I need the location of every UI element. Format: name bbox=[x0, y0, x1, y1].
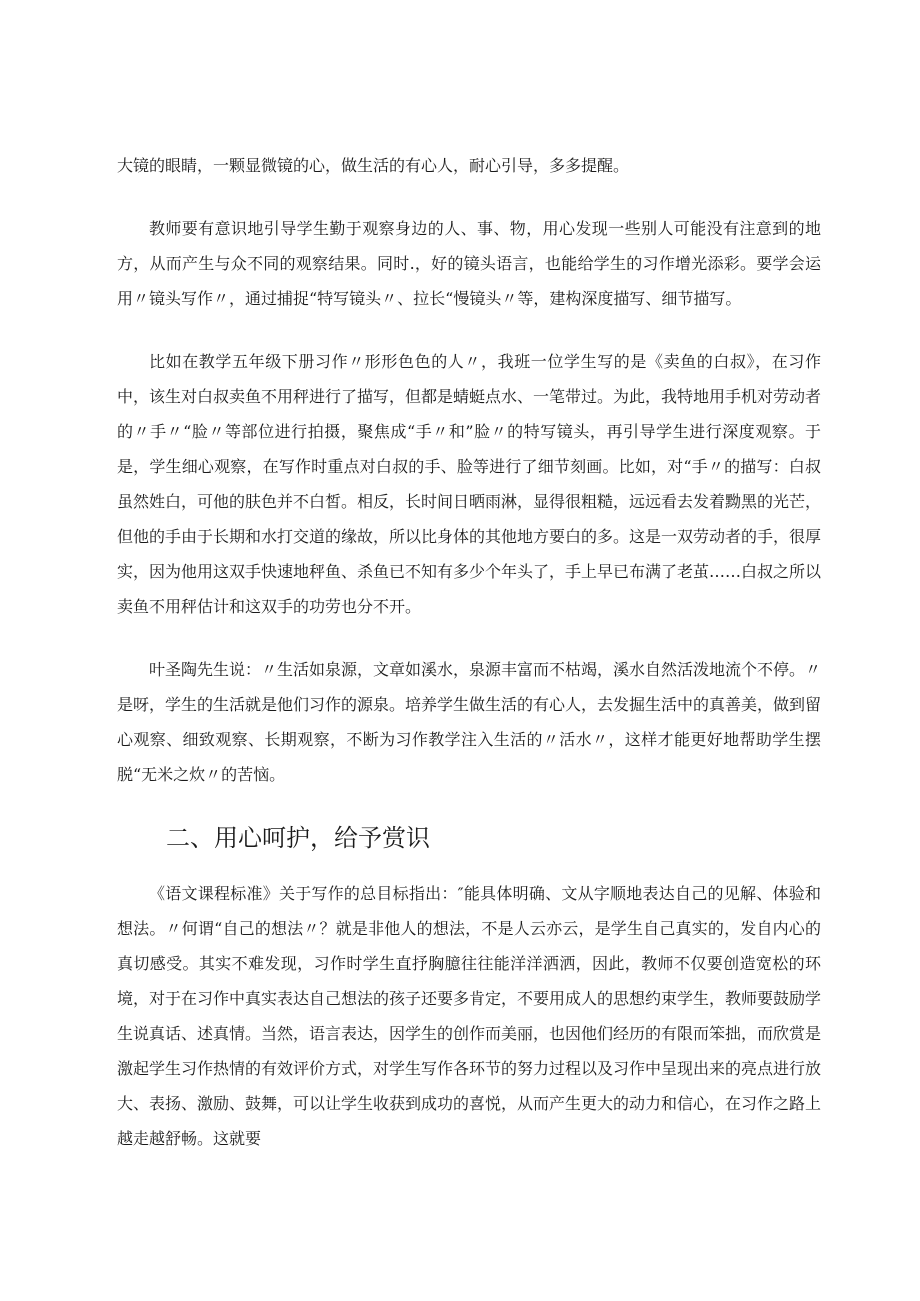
paragraph-gap bbox=[117, 624, 821, 652]
paragraph-lens-writing: 教师要有意识地引导学生勤于观察身边的人、事、物，用心发现一些别人可能没有注意到的地方，从而产生与众不同的观察结果。同时.，好的镜头语言，也能给学生的习作增光添彩。要学会运用〃镜头写作〃，通过捕捉“特写镜头〃、拉长“慢镜头〃等，建构深度描写、细节描写。 bbox=[117, 219, 821, 308]
paragraph-ye-shengtao-quote: 叶圣陶先生说：〃生活如泉源，文章如溪水，泉源丰富而不枯竭，溪水自然活泼地流个不停。〃是呀，学生的生活就是他们习作的源泉。培养学生做生活的有心人，去发掘生活中的真善美，做到留心观察、细致观察、长期观察，不断为习作教学注入生活的〃活水〃，这样才能更好地帮助学生摆脱“无米之炊〃的苦恼。 bbox=[117, 660, 822, 784]
paragraph-gap bbox=[117, 183, 821, 211]
paragraph-continued: 大镜的眼睛，一颗显微镜的心，做生活的有心人，耐心引导，多多提醒。 bbox=[117, 156, 630, 175]
paragraph-curriculum-standard: 《语文课程标准》关于写作的总目标指出：″能具体明确、文从字顺地表达自己的见解、体验和想法。〃何谓“自己的想法〃？就是非他人的想法，不是人云亦云，是学生自己真实的，发自内心的真切感受。其实不难发现，习作时学生直抒胸臆往往能洋洋洒洒，因此，教师不仅要创造宽松的环境，对于在习作中真实表达自己想法的孩子还要多肯定，不要用成人的思想约束学生，教师要鼓励学生说真话、述真情。当然，语言表达，因学生的创作而美丽，也因他们经历的有限而笨拙，而欣赏是激起学生习作热情的有效评价方式，对学生写作各环节的努力过程以及习作中呈现出来的亮点进行放大、表扬、激励、鼓舞，可以让学生收获到成功的喜悦，从而产生更大的动力和信心，在习作之路上越走越舒畅。这就要 bbox=[117, 884, 822, 1148]
paragraph-gap bbox=[117, 792, 821, 818]
paragraph-gap bbox=[117, 316, 821, 344]
paragraph-gap bbox=[117, 858, 821, 876]
section-heading: 二、用心呵护，给予赏识 bbox=[166, 824, 430, 852]
paragraph-fish-seller-example: 比如在教学五年级下册习作〃形形色色的人〃，我班一位学生写的是《卖鱼的白叔》，在习作中，该生对白叔卖鱼不用秤进行了描写，但都是蜻蜓点水、一笔带过。为此，我特地用手机对劳动者的〃手〃“脸〃等部位进行拍摄，聚焦成“手〃和”脸〃的特写镜头，再引导学生进行深度观察。于是，学生细心观察，在写作时重点对白叔的手、脸等进行了细节刻画。比如，对“手〃的描写：白叔虽然姓白，可他的肤色并不白皙。相反，长时间日晒雨淋，显得很粗糙，远远看去发着黝黑的光芒，但他的手由于长期和水打交道的缘故，所以比身体的其他地方要白的多。这是一双劳动者的手，很厚实，因为他用这双手快速地秤鱼、杀鱼已不知有多少个年头了，手上早已布满了老茧……白叔之所以卖鱼不用秤估计和这双手的功劳也分不开。 bbox=[117, 352, 822, 616]
document-page bbox=[117, 148, 821, 1156]
